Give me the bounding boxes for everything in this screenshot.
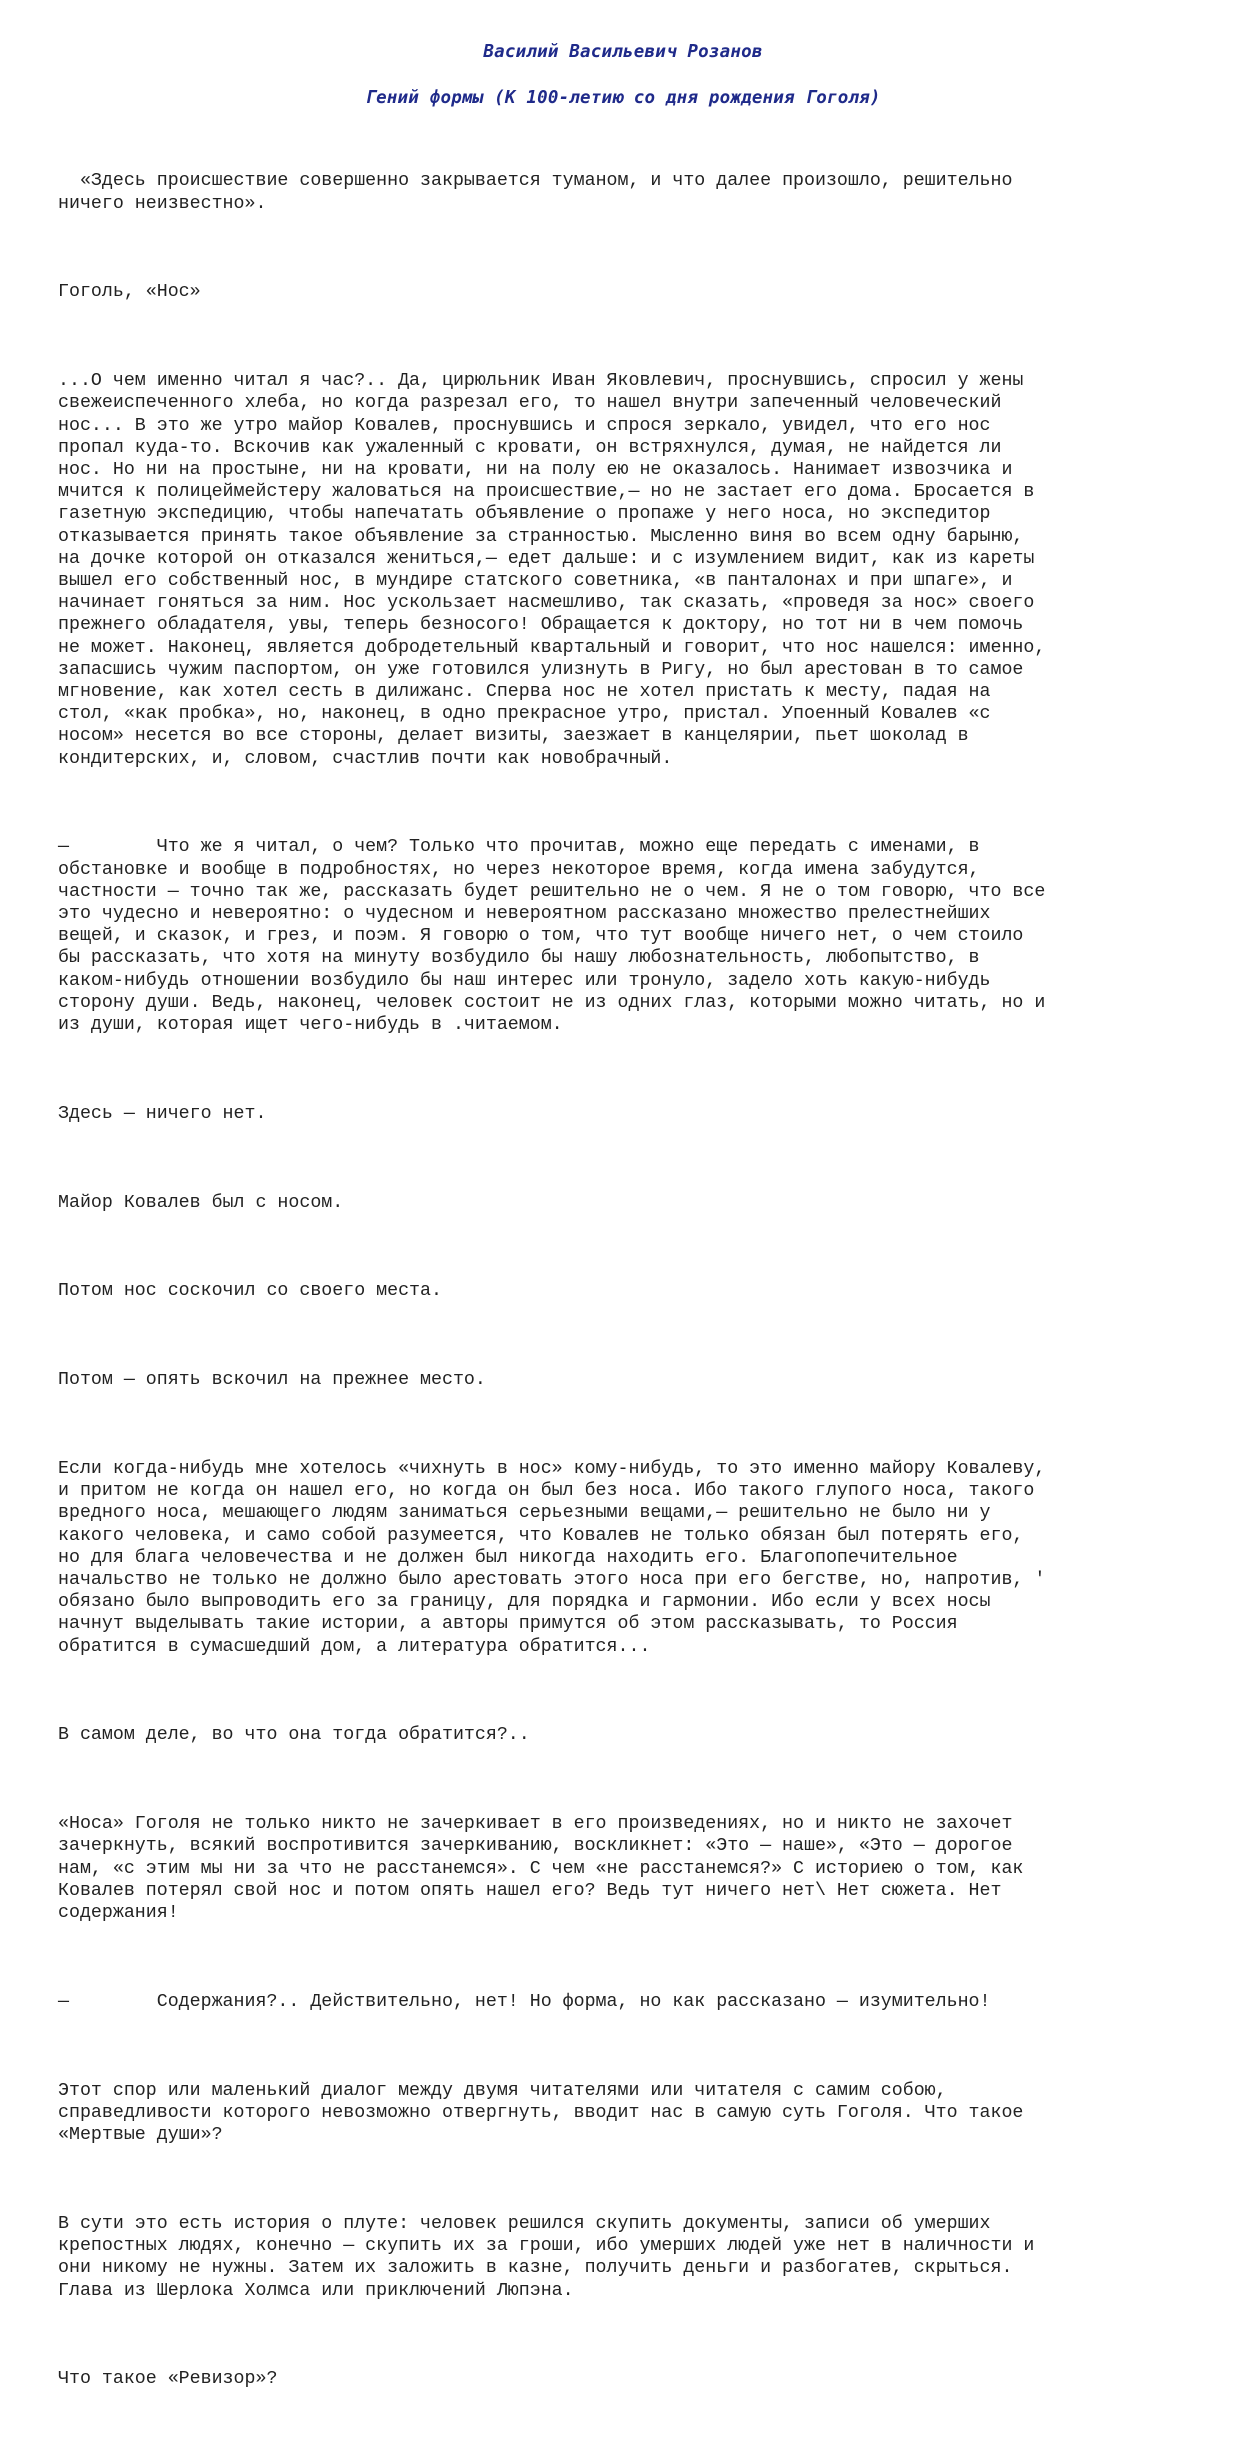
paragraph: В сути это есть история о плуте: человек решился скупить документы, записи об умерших крепостных людях, конечно — скупить их за гроши, ибо умерших людей уже нет в наличности и они никому не нужны. Затем их заложить в казне, получить деньги и разбогатев, скрыться. Глава из Шерлока Холмса или приключений Люпэна. — [58, 2213, 1035, 2301]
paragraph: Здесь — ничего нет. — [58, 1103, 267, 1124]
paragraph: Этот спор или маленький диалог между двумя читателями или читателя с самим собою, справедливости которого невозможно отвергнуть, вводит нас в самую суть Гоголя. Что такое «Мертвые души»? — [58, 2080, 1024, 2146]
paragraph: Майор Ковалев был с носом. — [58, 1192, 344, 1213]
epigraph-quote: «Здесь происшествие совершенно закрывается туманом, и что далее произошло, решительно ничего неизвестно». — [58, 171, 1013, 214]
paragraph: ...О чем именно читал я час?.. Да, цирюльник Иван Яковлевич, проснувшись, спросил у жены свежеиспеченного хлеба, но когда разрезал его, то нашел внутри запеченный человеческий нос... В это же утро майор Ковалев, проснувшись и спрося зеркало, увидел, что его нос пропал куда-то. Вскочив как ужаленный с кровати, он встряхнулся, думая, не найдется ли нос. Но ни на простыне, ни на кровати, ни на полу ею не оказалось. Нанимает извозчика и мчится к полицеймейстеру жаловаться на происшествие,— но не застает его дома. Бросается в газетную экспедицию, чтобы напечатать объявление о пропаже у него носа, но экспедитор отказывается принять такое объявление за странностью. Мысленно виня во всем одну барыню, на дочке которой он отказался жениться,— едет дальше: и с изумлением видит, как из кареты вышел его собственный нос, в мундире статского советника, «в панталонах и при шпаге», и начинает гоняться за ним. Нос ускользает насмешливо, так сказать, «проведя за нос» своего прежнего обладателя, увы, теперь безносого! Обращается к доктору, но тот ни в чем помочь не может. Наконец, является добродетельный квартальный и говорит, что нос нашелся: именно, запасшись чужим паспортом, он уже готовился улизнуть в Ригу, но был арестован в то самое мгновение, как хотел сесть в дилижанс. Сперва нос не хотел пристать к месту, падая на стол, «как пробка», но, наконец, в одно прекрасное утро, пристал. Упоенный Ковалев «с носом» несется во все стороны, делает визиты, заезжает в канцелярии, пьет шоколад в кондитерских, и, словом, счастлив почти как новобрачный. — [58, 371, 1046, 769]
paragraph: — Содержания?.. Действительно, нет! Но форма, но как рассказано — изумительно! — [58, 1991, 991, 2012]
paragraph: Потом нос соскочил со своего места. — [58, 1281, 442, 1302]
document-body — [58, 126, 1188, 2457]
document-page — [58, 40, 1188, 2457]
title-heading: Гений формы (К 100-летию со дня рождения Гоголя) — [365, 88, 881, 108]
paragraph: Потом — опять вскочил на прежнее место. — [58, 1370, 486, 1391]
paragraph: Что такое «Ревизор»? — [58, 2369, 278, 2390]
paragraph: «Носа» Гоголя не только никто не зачеркивает в его произведениях, но и никто не захочет зачеркнуть, всякий воспротивится зачеркиванию, воскликнет: «Это — наше», «Это — дорогое нам, «с этим мы ни за что не расстанемся». С чем «не расстанемся?» С историею о том, как Ковалев потерял свой нос и потом опять нашел его? Ведь тут ничего нет\ Нет сюжета. Нет содержания! — [58, 1814, 1024, 1924]
paragraph: В самом деле, во что она тогда обратится?.. — [58, 1725, 530, 1746]
author-heading: Василий Васильевич Розанов — [483, 42, 763, 62]
paragraph: — Что же я читал, о чем? Только что прочитав, можно еще передать с именами, в обстановке и вообще в подробностях, но через некоторое время, когда имена забудутся, частности — точно так же, рассказать будет решительно не о чем. Я не о том говорю, что все это чудесно и невероятно: о чудесном и невероятном рассказано множество прелестнейших вещей, и сказок, и грез, и поэм. Я говорю о том, что тут вообще ничего нет, о чем стоило бы рассказать, что хотя на минуту возбудило бы нашу любознательность, любопытство, в каком-нибудь отношении возбудило бы наш интерес или тронуло, задело хоть какую-нибудь сторону души. Ведь, наконец, человек состоит не из одних глаз, которыми можно читать, но и из души, которая ищет чего-нибудь в .читаемом. — [58, 837, 1046, 1036]
epigraph-source: Гоголь, «Нос» — [58, 282, 201, 303]
paragraph: Если когда-нибудь мне хотелось «чихнуть в нос» кому-нибудь, то это именно майору Ковалеву, и притом не когда он нашел его, но когда он был без носа. Ибо такого глупого носа, такого вредного носа, мешающего людям заниматься серьезными вещами,— решительно не было ни у какого человека, и само собой разумеется, что Ковалев не только обязан был потерять его, но для блага человечества и не должен был никогда находить его. Благопопечительное начальство не только не должно было арестовать этого носа при его бегстве, но, напротив, ' обязано было выпроводить его за границу, для порядка и гармонии. Ибо если у всех носы начнут выделывать такие истории, а авторы примутся об этом рассказывать, то Россия обратится в сумасшедший дом, а литература обратится... — [58, 1459, 1046, 1657]
